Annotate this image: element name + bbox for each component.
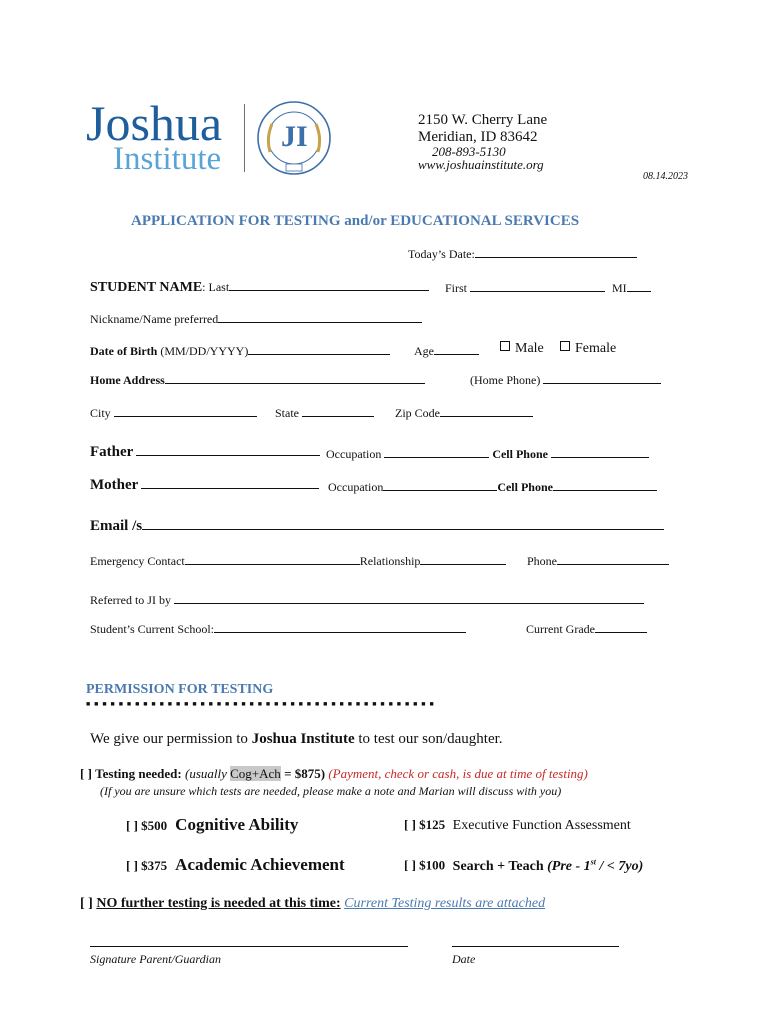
zip-row [395,406,533,421]
no-further-label: NO further testing is needed at this time: [96,896,341,911]
option-search-teach-note: (Pre - 1st / < 7yo) [547,857,644,874]
seal-icon [256,100,332,176]
mother-row [90,477,319,494]
relationship-field[interactable] [420,563,506,565]
grade-field[interactable] [595,631,647,633]
first-name-row [445,281,605,296]
referred-row [90,593,644,608]
female-checkbox[interactable] [560,341,570,351]
todays-date-field[interactable] [475,256,637,258]
father-field[interactable] [136,454,320,456]
seal-letters: JI [281,120,308,153]
last-name-field[interactable] [229,289,429,291]
grade-label: Current Grade [526,622,595,636]
home-phone-label: (Home Phone) [470,373,541,387]
mother-occupation-label: Occupation [328,480,384,494]
phone-number: 208-893-5130 [432,144,506,159]
first-name-field[interactable] [470,290,605,292]
mi-field[interactable] [627,290,651,292]
date-line[interactable] [452,946,619,947]
home-address-label: Home Address [90,373,165,387]
page-title: APPLICATION FOR TESTING and/or EDUCATIONAL SERVICES [131,213,580,229]
home-address-field[interactable] [165,382,425,384]
unsure-note: (If you are unsure which tests are needed, please make a note and Marian will discuss with you) [100,784,562,798]
emergency-phone-row [527,554,669,569]
dotted-divider: ■ ■ ■ ■ ■ ■ ■ ■ ■ ■ ■ ■ ■ ■ ■ ■ ■ ■ ■ ■ ■ ■ ■ ■ ■ ■ ■ ■ ■ ■ ■ ■ ■ ■ ■ ■ ■ ■ ■ ■ ■ ■ ■ [86,700,435,708]
testing-needed-label: Testing needed [95,766,178,781]
mother-occupation-row [328,480,657,495]
email-row [90,517,664,535]
statement-bold: Joshua Institute [251,731,355,747]
father-occupation-row [326,447,649,462]
male-option[interactable] [500,341,544,357]
logo [86,95,336,178]
payment-note: (Payment, check or cash, is due at time of testing) [328,766,588,781]
state-row [275,406,374,421]
father-cell-field[interactable] [551,456,649,458]
home-phone-field[interactable] [543,382,661,384]
emergency-phone-label: Phone [527,554,557,568]
emergency-phone-field[interactable] [557,563,669,565]
zip-label: Zip Code [395,406,440,420]
referred-label: Referred to JI by [90,593,171,607]
mi-row [612,281,651,296]
logo-word-institute: Institute [113,141,222,177]
father-cell-label: Cell Phone [492,447,548,461]
city-label: City [90,406,111,420]
father-label: Father [90,444,134,460]
school-label: Student’s Current School: [90,622,214,636]
father-occupation-label: Occupation [326,447,382,461]
student-name-row [90,280,429,296]
mother-occupation-field[interactable] [383,489,497,491]
option-executive-name: Executive Function Assessment [452,818,631,833]
male-label: Male [515,341,544,356]
option-search-teach[interactable] [404,857,643,875]
attached-note: Current Testing results are attached [344,896,546,911]
option-executive-price: [ ] $125 [404,817,446,832]
zip-field[interactable] [440,415,533,417]
home-address-row [90,373,425,388]
cogach-label: Cog+Ach [230,766,281,781]
option-search-teach-name: Search + Teach [452,858,544,874]
permission-statement [90,731,503,748]
website[interactable]: www.joshuainstitute.org [418,157,544,172]
signature-label: Signature Parent/Guardian [90,952,221,966]
option-search-teach-price: [ ] $100 [404,857,446,873]
emergency-label: Emergency Contact [90,554,185,568]
mother-field[interactable] [141,487,319,489]
option-academic-name: Academic Achievement [175,855,345,874]
dob-field[interactable] [248,353,390,355]
revision-date: 08.14.2023 [643,171,688,182]
father-row [90,444,320,461]
school-row [90,622,466,637]
todays-date-row [408,247,637,262]
dob-row [90,344,390,359]
option-cognitive[interactable] [126,815,298,835]
option-academic-price: [ ] $375 [126,858,168,873]
email-label: Email /s [90,518,143,534]
female-option[interactable] [560,341,616,357]
father-occupation-field[interactable] [384,456,489,458]
permission-heading: PERMISSION FOR TESTING [86,682,274,697]
option-cognitive-name: Cognitive Ability [175,815,299,834]
emergency-field[interactable] [185,563,360,565]
testing-needed-checkbox[interactable]: [ ] [80,766,92,781]
home-phone-row [470,373,661,388]
usually-label: (usually [185,766,227,781]
age-field[interactable] [434,353,479,355]
mother-cell-label: Cell Phone [497,480,553,494]
female-label: Female [575,341,617,356]
logo-divider [244,104,245,172]
last-name-label: : Last [202,280,230,294]
city-field[interactable] [114,415,257,417]
price-label: = $875) [280,766,326,781]
signature-line[interactable] [90,946,408,947]
male-checkbox[interactable] [500,341,510,351]
school-field[interactable] [214,631,466,633]
referred-field[interactable] [174,602,644,604]
no-further-checkbox[interactable]: [ ] [80,896,93,911]
statement-post: to test our son/daughter. [354,731,503,747]
state-field[interactable] [302,415,374,417]
statement-pre: We give our permission to [90,731,252,747]
nickname-label: Nickname/Name preferred [90,312,219,326]
nickname-field[interactable] [218,321,422,323]
mi-label: MI [612,281,627,295]
no-further-row [80,896,545,912]
todays-date-label: Today’s Date: [408,247,475,261]
age-label: Age [414,344,434,358]
mother-cell-field[interactable] [553,489,657,491]
nickname-row [90,312,422,327]
student-name-label: STUDENT NAME [90,280,203,295]
option-academic[interactable] [126,855,345,875]
address-line-1: 2150 W. Cherry Lane [418,112,548,128]
option-cognitive-price: [ ] $500 [126,818,168,833]
city-row [90,406,257,421]
age-row [414,344,479,359]
address-line-2: Meridian, ID 83642 [418,129,538,145]
first-name-label: First [445,281,468,295]
dob-label: Date of Birth [90,344,158,358]
grade-row [526,622,647,637]
logo-word-joshua: Joshua [86,95,223,151]
mother-label: Mother [90,477,139,493]
state-label: State [275,406,299,420]
email-field[interactable] [142,528,664,530]
option-executive[interactable] [404,817,631,834]
testing-needed-row: [ ] Testing needed: (usually Cog+Ach = $875) (Payment, check or cash, is due at time of testing) [80,766,588,781]
relationship-label: Relationship [359,554,421,568]
date-label: Date [452,952,476,966]
emergency-row [90,554,506,569]
dob-format: (MM/DD/YYYY) [157,344,249,358]
